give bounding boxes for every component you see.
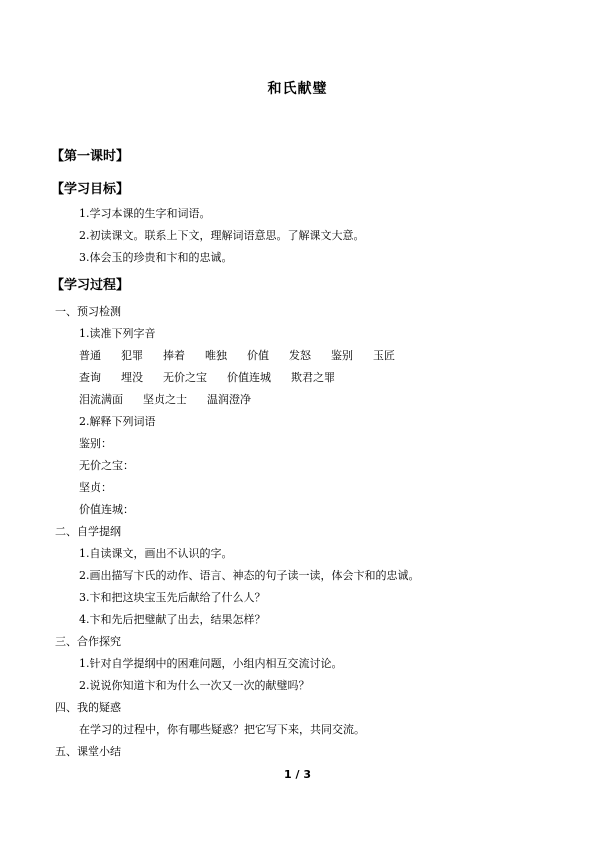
word: 捧着 bbox=[163, 349, 185, 362]
section-title: 三、合作探究 bbox=[55, 635, 121, 648]
word: 唯独 bbox=[205, 349, 227, 362]
word: 发怒 bbox=[289, 349, 311, 362]
section-title: 一、预习检测 bbox=[55, 305, 121, 318]
list-item: 1.自读课文，画出不认识的字。 bbox=[79, 547, 233, 560]
section-title: 二、自学提纲 bbox=[55, 525, 121, 538]
goal-item: 3.体会玉的珍贵和卞和的忠诚。 bbox=[79, 251, 233, 264]
word: 价值 bbox=[247, 349, 269, 362]
word: 玉匠 bbox=[373, 349, 395, 362]
word-row bbox=[79, 393, 271, 407]
goal-item: 2.初读课文。联系上下文，理解词语意思。了解课文大意。 bbox=[79, 229, 365, 242]
explain-item: 鉴别： bbox=[79, 437, 112, 450]
word: 鉴别 bbox=[331, 349, 353, 362]
section-title: 五、课堂小结 bbox=[55, 745, 121, 758]
question: 2.解释下列词语 bbox=[79, 415, 156, 428]
list-item: 2.画出描写卞氏的动作、语言、神态的句子读一读，体会卞和的忠诚。 bbox=[79, 569, 420, 582]
list-item: 2.说说你知道卞和为什么一次又一次的献璧吗？ bbox=[79, 679, 310, 692]
word: 犯罪 bbox=[121, 349, 143, 362]
list-item: 1.针对自学提纲中的困难问题，小组内相互交流讨论。 bbox=[79, 657, 343, 670]
word: 泪流满面 bbox=[79, 393, 123, 406]
explain-item: 坚贞： bbox=[79, 481, 112, 494]
word-row bbox=[79, 371, 355, 385]
word: 价值连城 bbox=[227, 371, 271, 384]
lesson-heading: 【第一课时】 bbox=[51, 149, 130, 164]
explain-item: 价值连城： bbox=[79, 503, 134, 516]
word: 普通 bbox=[79, 349, 101, 362]
process-heading: 【学习过程】 bbox=[51, 278, 130, 293]
list-item: 4.卞和先后把璧献了出去，结果怎样？ bbox=[79, 613, 266, 626]
word: 温润澄净 bbox=[207, 393, 251, 406]
list-item: 3.卞和把这块宝玉先后献给了什么人？ bbox=[79, 591, 266, 604]
word: 欺君之罪 bbox=[291, 371, 335, 384]
paragraph: 在学习的过程中，你有哪些疑惑？把它写下来，共同交流。 bbox=[79, 723, 365, 736]
word-row bbox=[79, 349, 415, 363]
word: 查询 bbox=[79, 371, 101, 384]
explain-item: 无价之宝： bbox=[79, 459, 134, 472]
word: 埋没 bbox=[121, 371, 143, 384]
page-number: 1 / 3 bbox=[284, 768, 311, 781]
goals-heading: 【学习目标】 bbox=[51, 182, 130, 197]
word: 无价之宝 bbox=[163, 371, 207, 384]
word: 坚贞之士 bbox=[143, 393, 187, 406]
section-title: 四、我的疑惑 bbox=[55, 701, 121, 714]
goal-item: 1.学习本课的生字和词语。 bbox=[79, 207, 211, 220]
page-title: 和氏献璧 bbox=[267, 81, 328, 97]
question: 1.读准下列字音 bbox=[79, 327, 156, 340]
